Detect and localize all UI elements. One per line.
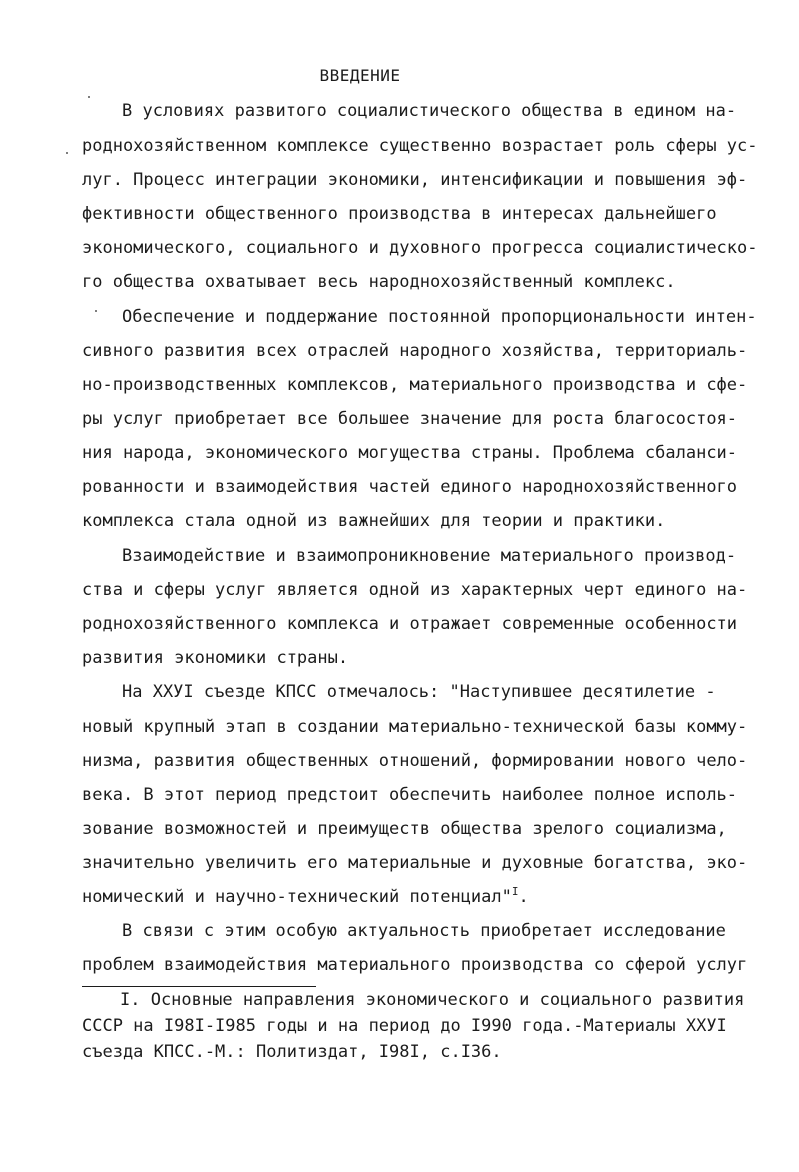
scan-speck <box>95 310 97 312</box>
text-line: Взаимодействие и взаимопроникновение материального производ- <box>122 546 737 566</box>
text-line: го общества охватывает весь народнохозяйственный комплекс. <box>82 272 676 292</box>
text-line: В условиях развитого социалистического общества в едином на- <box>122 101 737 121</box>
text-line: экономического, социального и духовного прогресса социалистическо- <box>82 238 758 258</box>
text-line: ры услуг приобретает все большее значение для роста благосостоя- <box>82 409 738 429</box>
text-line: низма, развития общественных отношений, формировании нового чело- <box>82 751 748 771</box>
text-line: луг. Процесс интеграции экономики, интенсификации и повышения эф- <box>82 170 748 190</box>
text-line: века. В этот период предстоит обеспечить наиболее полное исполь- <box>82 785 738 805</box>
text-line: На ХХУI съезде КПСС отмечалось: "Наступившее десятилетие - <box>122 682 716 702</box>
footnote-rule <box>82 986 316 987</box>
sentence-period: . <box>518 887 529 907</box>
text-line: ния народа, экономического могущества страны. Проблема сбаланси- <box>82 443 738 463</box>
footnote-line: съезда КПСС.-М.: Политиздат, I98I, с.I36. <box>82 1042 502 1062</box>
footnote-line: I. Основные направления экономического и социального развития <box>120 990 745 1010</box>
text-line: роднохозяйственном комплексе существенно возрастает роль сферы ус- <box>82 136 758 156</box>
scan-speck <box>88 96 90 98</box>
footnote-marker: I <box>511 885 519 898</box>
text-line: но-производственных комплексов, материального производства и сфе- <box>82 375 748 395</box>
footnote-line: СССР на I98I-I985 годы и на период до I990 года.-Материалы ХХУI <box>82 1016 727 1036</box>
text-line: В связи с этим особую актуальность приобретает исследование <box>122 921 726 941</box>
scan-speck <box>66 152 68 154</box>
text-line: номический и научно-технический потенциал" <box>82 887 512 907</box>
text-line: новый крупный этап в создании материально-технической базы комму- <box>82 717 748 737</box>
text-line: рованности и взаимодействия частей единого народнохозяйственного <box>82 477 738 497</box>
text-line: развития экономики страны. <box>82 648 349 668</box>
text-line-with-footnote <box>82 886 529 908</box>
text-line: зование возможностей и преимуществ общества зрелого социализма, <box>82 819 727 839</box>
text-line: сивного развития всех отраслей народного хозяйства, территориаль- <box>82 341 748 361</box>
text-line: Обеспечение и поддержание постоянной пропорциональности интен- <box>122 307 757 327</box>
text-line: фективности общественного производства в интересах дальнейшего <box>82 204 717 224</box>
text-line: проблем взаимодействия материального производства со сферой услуг <box>82 955 748 975</box>
text-line: значительно увеличить его материальные и духовные богатства, эко- <box>82 853 748 873</box>
page-title: ВВЕДЕНИЕ <box>319 66 401 85</box>
text-line: ства и сферы услуг является одной из характерных черт единого на- <box>82 580 748 600</box>
text-line: роднохозяйственного комплекса и отражает современные особенности <box>82 614 738 634</box>
text-line: комплекса стала одной из важнейших для теории и практики. <box>82 511 666 531</box>
